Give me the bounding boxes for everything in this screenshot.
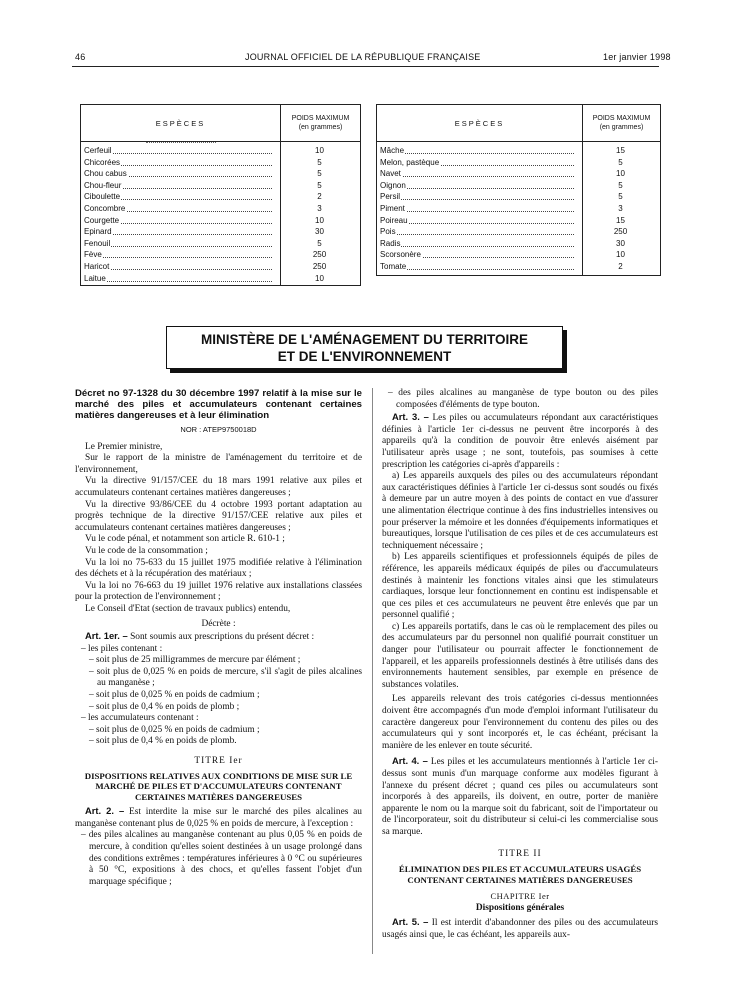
species-name: Melon, pastèque [380, 157, 440, 167]
leader-dots [380, 199, 574, 200]
titre-2-heading: ÉLIMINATION DES PILES ET ACCUMULATEURS USAGÉS CONTENANT CERTAINES MATIÈRES DANGEREUSES [398, 864, 642, 885]
species-name: Haricot [84, 262, 110, 271]
page-number: 46 [75, 52, 86, 62]
paragraph-a: a) Les appareils auxquels des piles ou des accumulateurs répondant aux caractéristiques définies à l'article 1er ci-dessus sont soudés ou fixés à demeure par un autre moyen à des points de contact en vue d'assurer une alimentation électrique continue à des fins industrielles intensives ou pour préserver la mémoire et les données d'équipements informatiques et bureautiques, lorsque l'utilisation de ces piles et de ces accumulateurs est techniquement nécessaire ; [382, 471, 658, 551]
list-item: – soit plus de 0,4 % en poids de plomb ; [89, 701, 240, 712]
leader-dots [380, 153, 574, 154]
article-text: Il est interdit d'abandonner des piles ou des accumulateurs usagés ainsi que, le cas échéant, les appareils aux- [382, 918, 659, 940]
species-name: Pois [380, 227, 396, 237]
article-4 [382, 755, 658, 838]
table-row [380, 145, 659, 156]
chapitre-1: CHAPITRE Ier [490, 891, 550, 902]
paragraph: Vu la directive 93/86/CEE du 4 octobre 1993 portant adaptation au progrès technique de la directive 91/157/CEE relative aux piles et accumulateurs contenant certaines matières dangereuses ; [75, 499, 362, 533]
max-weight-value: 30 [616, 238, 625, 248]
table-row [380, 215, 659, 226]
max-weight-value: 10 [616, 169, 625, 179]
leader-dots [380, 223, 574, 224]
article-5 [382, 916, 658, 941]
species-name: Laitue [84, 273, 106, 283]
leader-dots [380, 211, 574, 212]
max-weight-value: 10 [616, 250, 625, 260]
leader-dots [380, 269, 574, 270]
article-text: Sont soumis aux prescriptions du présent décret : [130, 632, 315, 643]
journal-title: JOURNAL OFFICIEL DE LA RÉPUBLIQUE FRANÇAISE [245, 52, 481, 62]
paragraph: Vu la loi no 76-663 du 19 juillet 1976 relative aux installations classées pour la protection de l'environnement ; [75, 580, 362, 603]
weight-header-line1: POIDS MAXIMUM [291, 115, 350, 122]
article-text: Les piles et les accumulateurs mentionnés à l'article 1er ci-dessus sont munis d'un marquage conforme aux modèles figurant à l'annexe du présent décret ; quand ces piles ou accumulateurs sont incorporés à des appareils, ils doivent, en outre, porter de manière apparente le nom ou la marque soit du fabricant, soit de l'importateur ou de l'incorporateur, soit du distributeur si celui-ci les commercialise sous sa marque. [382, 757, 658, 837]
weight-header-line1: POIDS MAXIMUM [592, 115, 651, 122]
max-weight-value: 5 [618, 180, 623, 190]
leader-dots [380, 234, 574, 235]
max-weight-value: 250 [613, 227, 628, 237]
right-column [382, 388, 658, 942]
table-row [84, 215, 359, 226]
leader-dots [380, 176, 574, 177]
list-item: – soit plus de 0,025 % en poids de cadmium ; [89, 724, 260, 735]
weight-header [582, 105, 660, 141]
species-name: Fenouil [84, 238, 111, 248]
table-row [84, 273, 359, 284]
section-heading: Dispositions générales [475, 902, 565, 913]
table-row [84, 238, 359, 249]
paragraph-b: b) Les appareils scientifiques et professionnels équipés de piles de référence, les appareils médicaux équipés de piles ou d'accumulateurs destinés à maintenir les fonctions vitales ainsi que les stimulateurs cardiaques, lorsque leur fonctionnement en continu est indispensable et que ces piles et ces accumulateurs ne peuvent être enlevés que par un personnel qualifié ; [382, 552, 658, 621]
paragraph-c: c) Les appareils portatifs, dans le cas où le remplacement des piles ou des accumulateurs par du personnel non qualifié pourrait constituer un danger pour l'utilisateur ou pourrait affecter le fonctionnement de l'appareil, et les appareils professionnels destinés à être utilisés dans des environnements hautement sensibles, par exemple en présence de substances volatiles. [382, 621, 658, 690]
table-row [380, 203, 659, 214]
header-dots [146, 142, 216, 143]
paragraph: Le Conseil d'Etat (section de travaux publics) entendu, [85, 603, 291, 614]
leader-dots [84, 269, 272, 270]
species-name: Tomate [380, 262, 407, 271]
species-name: Mâche [380, 146, 405, 155]
titre-2: TITRE II [498, 848, 542, 859]
list-item: – des piles alcalines au manganèse contenant au plus 0,05 % en poids de mercure, à condition qu'elles soient destinées à un usage prolongé dans des conditions extrêmes : températures inférieures à 0 °C ou supérieures à 50 °C, expositions à des chocs, et qu'elles fassent l'objet d'un marquage spécifique ; [81, 830, 362, 887]
ministry-line2: ET DE L'ENVIRONNEMENT [277, 349, 452, 364]
max-weight-value: 5 [317, 180, 322, 190]
table-row [84, 226, 359, 237]
article-2 [75, 805, 362, 830]
table-row [84, 261, 359, 272]
species-name: Fève [84, 250, 102, 260]
max-weight-value: 10 [315, 273, 324, 283]
max-weight-value: 5 [618, 157, 623, 167]
decrete-label: Décrète : [201, 618, 236, 629]
leader-dots [84, 257, 272, 258]
list-item: – soit plus de 0,025 % en poids de mercure, s'il s'agit de piles alcalines au manganèse ; [89, 666, 362, 689]
species-table-left [80, 104, 361, 286]
paragraph: Vu le code de la consommation ; [85, 545, 208, 556]
species-name: Scorsonère [380, 250, 421, 260]
article-3 [382, 411, 658, 471]
table-row [380, 191, 659, 202]
publication-date: 1er janvier 1998 [603, 52, 671, 62]
table-row [84, 249, 359, 260]
max-weight-value: 250 [312, 262, 327, 271]
max-weight-value: 15 [616, 146, 625, 155]
table-row [84, 145, 359, 156]
table-header [377, 105, 660, 142]
leader-dots [84, 281, 272, 282]
max-weight-value: 5 [618, 192, 623, 202]
article-text: Est interdite la mise sur le marché des piles alcalines au manganèse contenant plus de 0,025 % en poids de mercure, à l'exception : [75, 807, 362, 829]
table-row [84, 191, 359, 202]
article-1 [75, 630, 362, 644]
species-name: Cerfeuil [84, 146, 112, 155]
max-weight-value: 3 [618, 204, 623, 213]
left-column [75, 388, 362, 888]
list-item: – soit plus de 0,4 % en poids de plomb. [89, 736, 237, 747]
species-name: Chicorées [84, 157, 121, 167]
article-label: Art. 3. – [392, 411, 429, 423]
leader-dots [84, 246, 272, 247]
species-name: Persil [380, 192, 401, 202]
list-item: – soit plus de 0,025 % en poids de cadmium ; [89, 690, 260, 701]
article-label: Art. 2. – [85, 805, 125, 817]
column-separator [372, 388, 373, 954]
paragraph: Sur le rapport de la ministre de l'aménagement du territoire et de l'environnement, [75, 453, 362, 475]
max-weight-value: 10 [315, 146, 324, 155]
max-weight-value: 2 [317, 192, 322, 202]
max-weight-value: 5 [317, 157, 322, 167]
list-item: – les accumulateurs contenant : [81, 713, 199, 724]
paragraph: Vu la directive 91/157/CEE du 18 mars 1991 relative aux piles et accumulateurs contenant certaines matières dangereuses ; [75, 476, 362, 498]
table-row [380, 226, 659, 237]
species-header: ESPÈCES [155, 118, 206, 128]
species-name: Courgette [84, 215, 120, 225]
max-weight-value: 5 [317, 169, 322, 179]
ministry-line1: MINISTÈRE DE L'AMÉNAGEMENT DU TERRITOIRE [201, 332, 528, 347]
species-name: Navet [380, 169, 401, 179]
table-row [84, 157, 359, 168]
titre-1: TITRE Ier [194, 756, 243, 767]
species-name: Epinard [84, 227, 112, 237]
paragraph: Vu la loi no 75-633 du 15 juillet 1975 modifiée relative à l'élimination des déchets et à la récupération des matériaux ; [75, 557, 362, 580]
species-name: Chou-fleur [84, 180, 122, 190]
table-row [84, 203, 359, 214]
paragraph: Le Premier ministre, [85, 441, 163, 452]
species-name: Oignon [380, 180, 406, 190]
weight-header-line2: (en grammes) [298, 124, 343, 131]
species-name: Chou cabus [84, 169, 127, 179]
nor-reference: NOR : ATEP9750018D [180, 425, 257, 434]
species-name: Piment [380, 204, 405, 213]
table-row [84, 180, 359, 191]
table-row [380, 238, 659, 249]
max-weight-value: 15 [616, 215, 625, 225]
max-weight-value: 2 [618, 262, 623, 271]
species-name: Poireau [380, 215, 408, 225]
article-text: Les piles ou accumulateurs répondant aux caractéristiques définies à l'article 1er ci-dessus ne peuvent être incorporés à des appareils qu'à la condition de pouvoir être enlevés aisément par l'utilisateur après usage ; ne sont, toutefois, pas soumises à cette prescription les catégories ci-après d'appareils : [382, 413, 658, 470]
table-row [380, 180, 659, 191]
table-row [380, 168, 659, 179]
max-weight-value: 3 [317, 204, 322, 213]
species-name: Concombre [84, 204, 126, 213]
table-row [84, 168, 359, 179]
decree-title: Décret no 97-1328 du 30 décembre 1997 relatif à la mise sur le marché des piles et accumulateurs contenant certaines matières dangereuses et à leur élimination [75, 388, 362, 421]
species-name: Radis [380, 238, 401, 248]
list-item: – les piles contenant : [81, 643, 163, 654]
species-name: Ciboulette [84, 192, 121, 202]
article-label: Art. 5. – [392, 916, 429, 928]
list-item: – soit plus de 25 milligrammes de mercure par élément ; [89, 655, 301, 666]
leader-dots [380, 246, 574, 247]
table-row [380, 249, 659, 260]
table-row [380, 261, 659, 272]
article-label: Art. 1er. – [85, 630, 128, 642]
ministry-heading-box [166, 326, 563, 369]
paragraph: Les appareils relevant des trois catégories ci-dessus mentionnées doivent être accompagnés d'un mode d'emploi informant l'utilisateur du caractère dangereux pour l'environnement du contenu des piles ou des accumulateurs qui y sont incorporés et, le cas échéant, précisant la manière de les enlever en toute sécurité. [382, 694, 658, 751]
species-header: ESPÈCES [454, 118, 505, 128]
max-weight-value: 250 [312, 250, 327, 260]
weight-header [280, 105, 360, 141]
titre-1-heading: DISPOSITIONS RELATIVES AUX CONDITIONS DE MISE SUR LE MARCHÉ DE PILES ET D'ACCUMULATEURS CONTENANT CERTAINES MATIÈRES DANGEREUSES [84, 770, 353, 802]
article-label: Art. 4. – [392, 755, 428, 767]
paragraph: Vu le code pénal, et notamment son article R. 610-1 ; [85, 534, 285, 545]
table-header [81, 105, 360, 142]
weight-header-line2: (en grammes) [599, 124, 644, 131]
leader-dots [380, 188, 574, 189]
list-item: – des piles alcalines au manganèse de type bouton ou des piles composées d'éléments de type bouton. [388, 388, 658, 410]
header-rule [72, 66, 659, 67]
table-row [380, 157, 659, 168]
max-weight-value: 10 [315, 215, 324, 225]
max-weight-value: 30 [315, 227, 324, 237]
species-table-right [376, 104, 661, 276]
max-weight-value: 5 [317, 238, 322, 248]
